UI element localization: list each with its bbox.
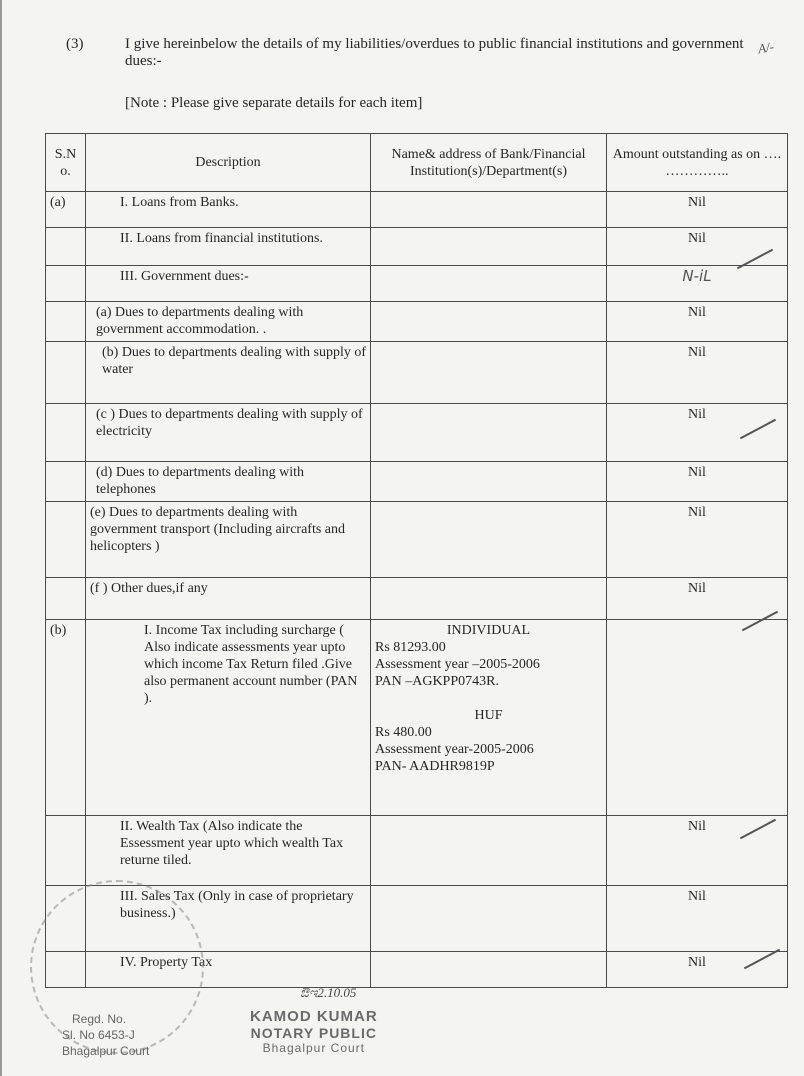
income-tax-details xyxy=(371,620,607,816)
row-description: I. Loans from Banks. xyxy=(86,192,371,228)
row-description: (b) Dues to departments dealing with supply of water xyxy=(86,342,371,404)
huf-heading: HUF xyxy=(474,708,503,723)
row-description: III. Sales Tax (Only in case of proprietary business.) xyxy=(86,886,371,952)
liabilities-table xyxy=(45,133,788,988)
table-row xyxy=(46,266,788,302)
row-amount: Nil xyxy=(607,404,788,462)
row-description: (c ) Dues to departments dealing with supply of electricity xyxy=(86,404,371,462)
row-description: (d) Dues to departments dealing with telephones xyxy=(86,462,371,502)
row-sno xyxy=(46,228,86,266)
row-description: II. Loans from financial institutions. xyxy=(86,228,371,266)
row-amount: Nil xyxy=(607,462,788,502)
row-amount: Nil xyxy=(607,816,788,886)
row-name-address xyxy=(371,192,607,228)
table-row xyxy=(46,192,788,228)
row-name-address xyxy=(371,502,607,578)
notary-name: KAMOD KUMAR xyxy=(250,1008,378,1025)
seal-text: Sl. No 6453-J xyxy=(62,1028,135,1042)
notary-stamp xyxy=(250,1008,378,1055)
row-name-address xyxy=(371,302,607,342)
row-name-address xyxy=(371,886,607,952)
individual-heading: INDIVIDUAL xyxy=(446,623,531,638)
row-name-address xyxy=(371,342,607,404)
seal-text: Bhagalpur Court xyxy=(62,1044,150,1058)
row-sno xyxy=(46,342,86,404)
row-name-address xyxy=(371,228,607,266)
row-amount: Nil xyxy=(607,502,788,578)
row-sno xyxy=(46,502,86,578)
table-row xyxy=(46,342,788,404)
row-name-address xyxy=(371,462,607,502)
row-sno xyxy=(46,404,86,462)
row-sno xyxy=(46,302,86,342)
table-row xyxy=(46,816,788,886)
header-name-address: Name& address of Bank/Financial Institution(s)/Department(s) xyxy=(371,134,607,192)
row-name-address xyxy=(371,404,607,462)
row-name-address xyxy=(371,578,607,620)
row-amount: Nil xyxy=(607,886,788,952)
row-sno xyxy=(46,578,86,620)
row-description: (e) Dues to departments dealing with government transport (Including aircrafts and helicopters ) xyxy=(86,502,371,578)
row-name-address xyxy=(371,266,607,302)
handwritten-initial: A/- xyxy=(756,38,775,57)
row-description: (a) Dues to departments dealing with government accommodation. . xyxy=(86,302,371,342)
row-description: II. Wealth Tax (Also indicate the Essessment year upto which wealth Tax returne tiled. xyxy=(86,816,371,886)
row-amount: Nil xyxy=(607,302,788,342)
row-name-address xyxy=(371,816,607,886)
table-header-row xyxy=(46,134,788,192)
table-row xyxy=(46,462,788,502)
seal-text: Regd. No. xyxy=(72,1012,127,1026)
table-row xyxy=(46,578,788,620)
row-name-address xyxy=(371,952,607,988)
table-row xyxy=(46,502,788,578)
section-number: (3) xyxy=(66,36,84,52)
individual-assessment-year: Assessment year –2005-2006 xyxy=(375,657,540,672)
row-amount-handwritten: N-iL xyxy=(607,266,788,302)
huf-amount: Rs 480.00 xyxy=(375,725,432,740)
table-row xyxy=(46,302,788,342)
row-amount: Nil xyxy=(607,192,788,228)
row-description: (f ) Other dues,if any xyxy=(86,578,371,620)
row-sno: (b) xyxy=(46,620,86,816)
row-sno xyxy=(46,266,86,302)
header-amount: Amount outstanding as on …. ………….. xyxy=(607,134,788,192)
scan-edge-mark xyxy=(0,0,2,1076)
header-sno: S.N o. xyxy=(46,134,86,192)
notary-court: Bhagalpur Court xyxy=(262,1041,366,1055)
huf-pan: PAN- AADHR9819P xyxy=(375,759,495,774)
note-text: [Note : Please give separate details for each item] xyxy=(125,95,423,111)
row-description: III. Government dues:- xyxy=(86,266,371,302)
row-amount xyxy=(607,620,788,816)
row-amount: Nil xyxy=(607,342,788,404)
row-amount: Nil xyxy=(607,952,788,988)
income-tax-row xyxy=(46,620,788,816)
row-description: IV. Property Tax xyxy=(86,952,371,988)
huf-assessment-year: Assessment year-2005-2006 xyxy=(375,742,534,757)
table-row xyxy=(46,228,788,266)
row-amount: Nil xyxy=(607,228,788,266)
notary-title: NOTARY PUBLIC xyxy=(250,1025,377,1041)
header-description: Description xyxy=(86,134,371,192)
individual-amount: Rs 81293.00 xyxy=(375,640,446,655)
individual-pan: PAN –AGKPP0743R. xyxy=(375,674,499,689)
row-sno: (a) xyxy=(46,192,86,228)
income-tax-description: I. Income Tax including surcharge ( Also indicate assessments year upto which income Tax Return filed .Give also permanent account number (PAN ). xyxy=(86,620,371,816)
row-sno xyxy=(46,816,86,886)
intro-text: I give hereinbelow the details of my liabilities/overdues to public financial institutions and government dues:- xyxy=(125,36,744,69)
row-amount: Nil xyxy=(607,578,788,620)
signature-date: ಔಇ2.10.05 xyxy=(300,985,357,1000)
table-row xyxy=(46,404,788,462)
row-sno xyxy=(46,462,86,502)
